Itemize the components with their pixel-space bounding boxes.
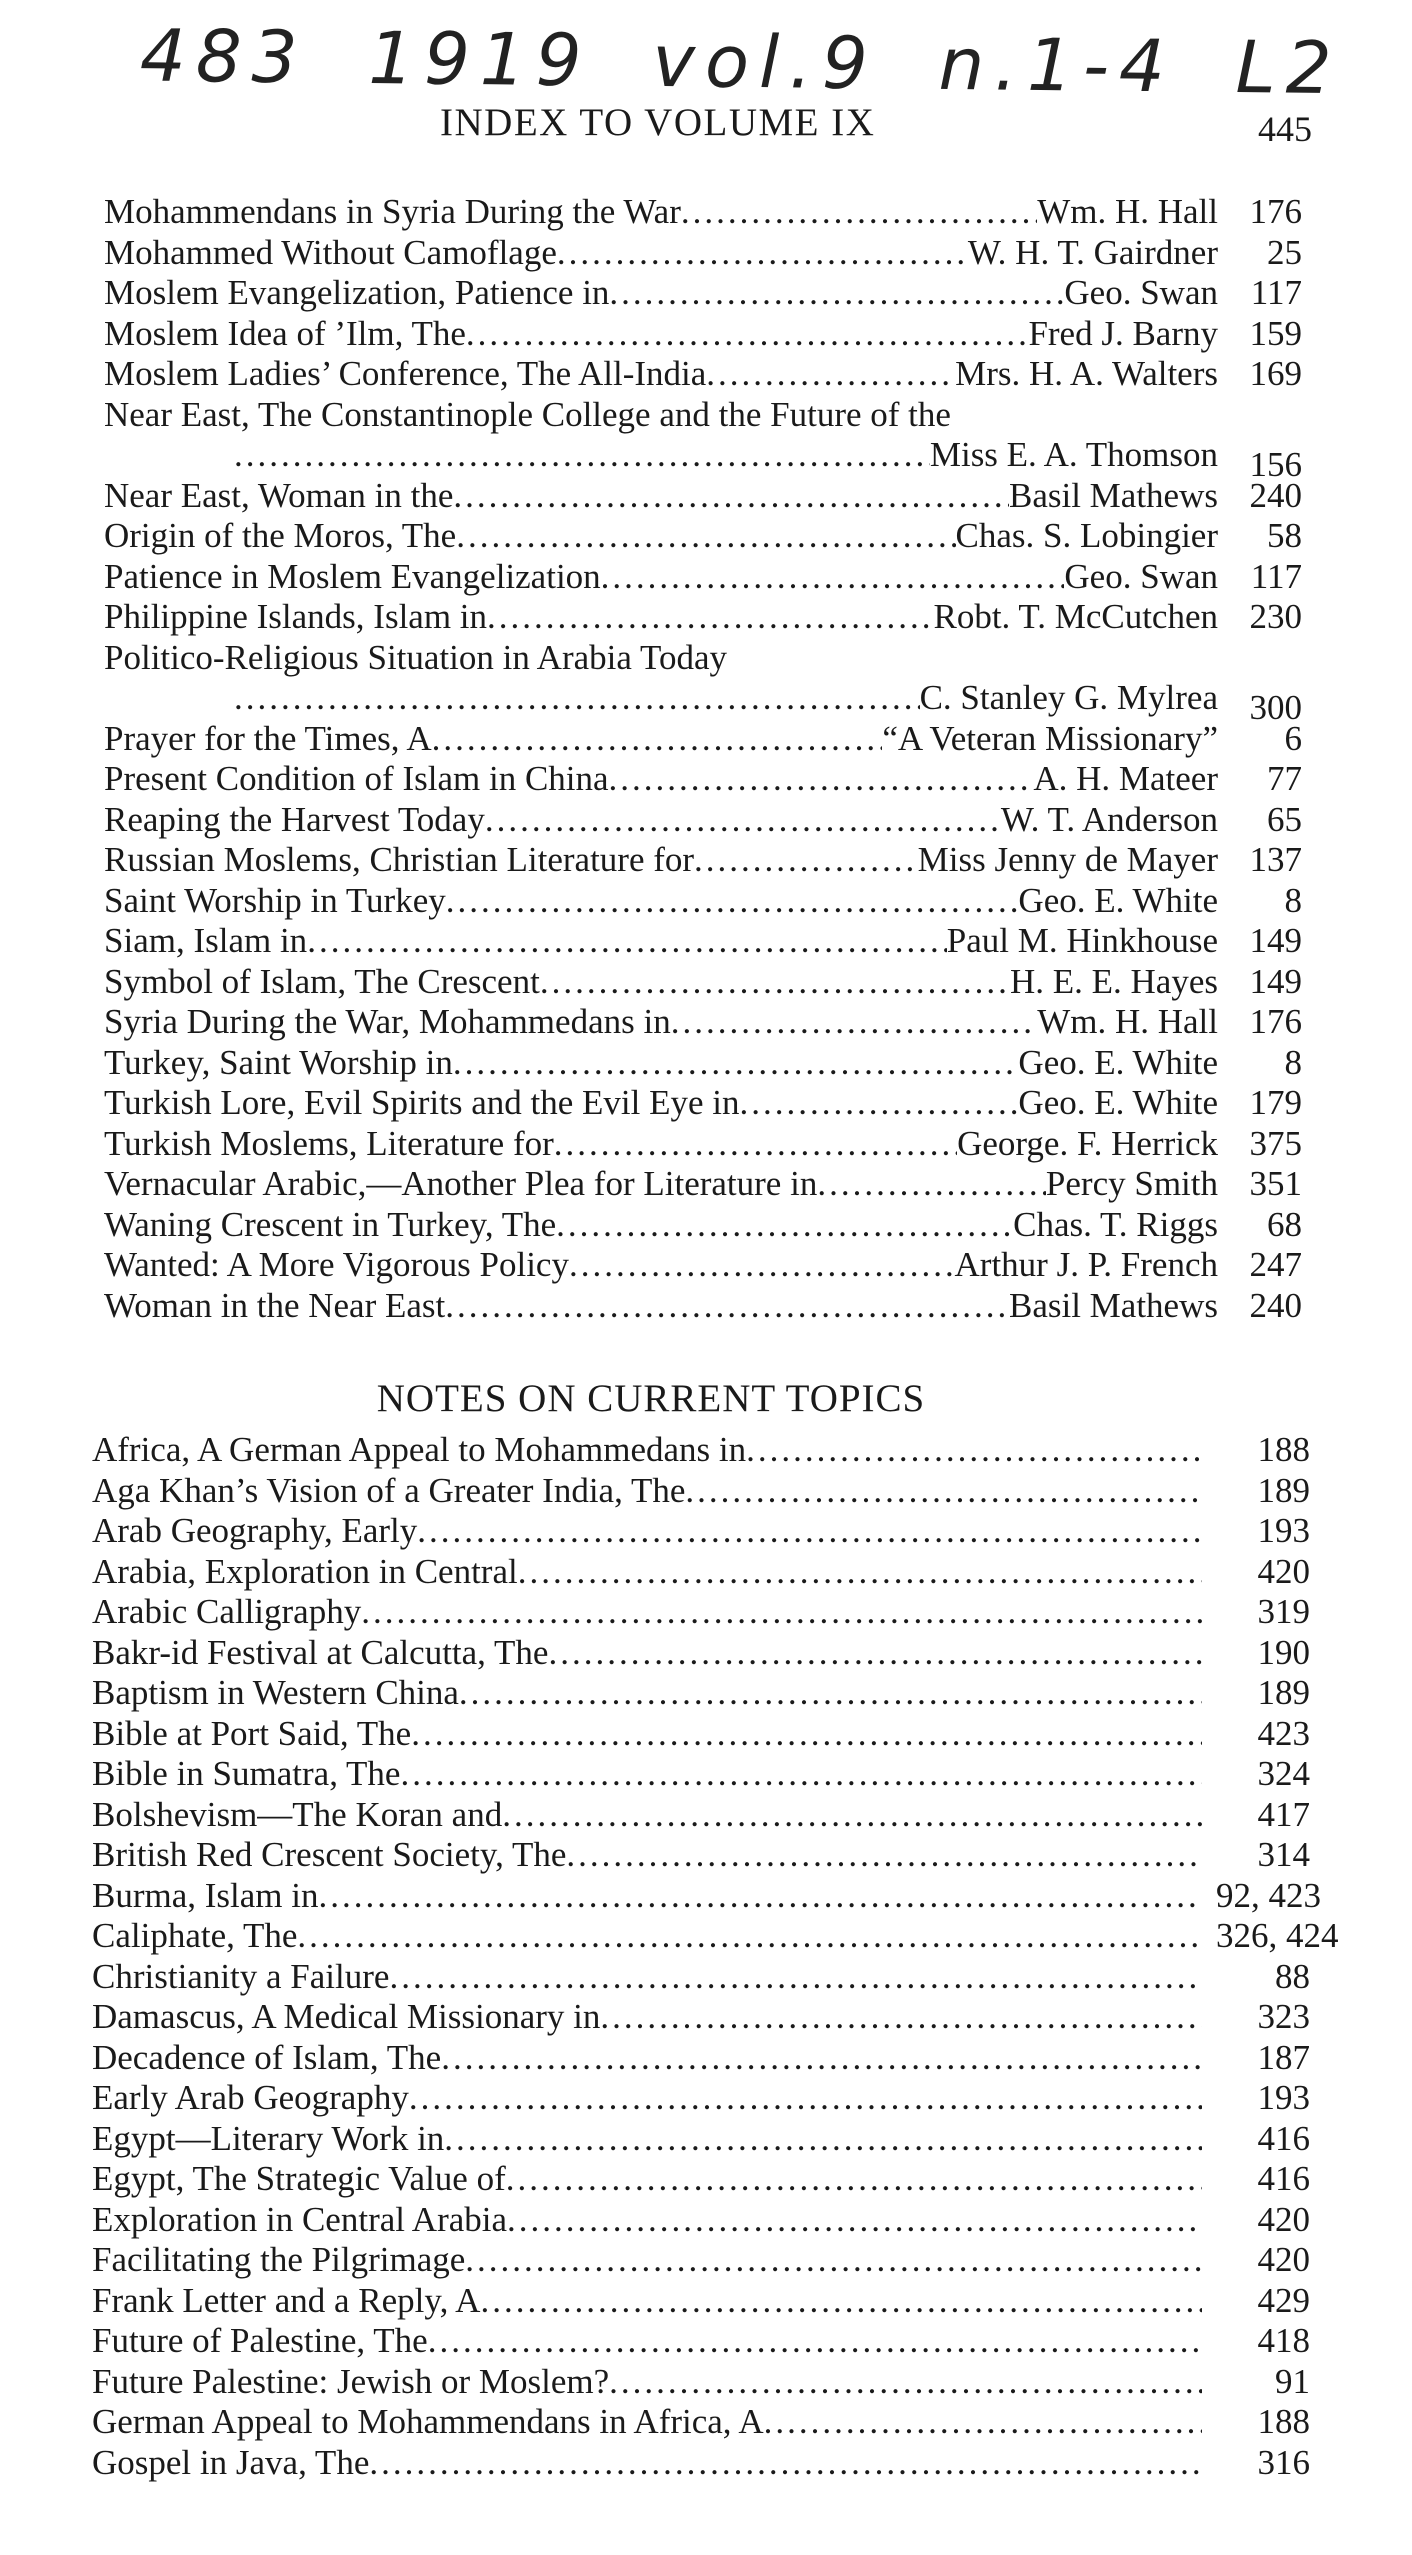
entry-title: Philippine Islands, Islam in xyxy=(104,597,488,636)
entry-page: 193 xyxy=(1257,1511,1310,1550)
entry-page: 188 xyxy=(1257,1430,1310,1469)
index-entry xyxy=(104,597,1320,638)
entry-title: Symbol of Islam, The Crescent xyxy=(104,961,540,1001)
entry-title: Bible at Port Said, The xyxy=(92,1713,412,1753)
dot-leader xyxy=(764,2402,1202,2443)
entry-page: 420 xyxy=(1257,2240,1310,2279)
entry-title: Future Palestine: Jewish or Moslem? xyxy=(92,2361,610,2401)
dot-leader xyxy=(409,2078,1202,2119)
entry-title: Reaping the Harvest Today xyxy=(104,799,485,839)
dot-leader xyxy=(706,354,955,395)
entry-page: 6 xyxy=(1284,718,1302,758)
dot-leader xyxy=(234,678,920,719)
entry-author: W. T. Anderson xyxy=(1000,799,1218,839)
dot-leader xyxy=(548,1633,1202,1674)
dot-leader xyxy=(307,921,947,962)
dot-leader xyxy=(389,1957,1202,1998)
dot-leader xyxy=(566,1835,1202,1876)
notes-section-heading: NOTES ON CURRENT TOPICS xyxy=(376,1377,926,1420)
index-entry xyxy=(92,1633,1310,1674)
entry-page: 423 xyxy=(1257,1713,1310,1753)
entry-title: Turkish Lore, Evil Spirits and the Evil Eye in xyxy=(104,1083,740,1122)
entry-author: C. Stanley G. Mylrea xyxy=(919,678,1218,717)
entry-title: Baptism in Western China xyxy=(92,1673,459,1712)
entry-title: Caliphate, The xyxy=(92,1916,298,1955)
entry-title: Egypt—Literary Work in xyxy=(92,2118,445,2158)
index-entry xyxy=(104,516,1320,557)
entry-title: Russian Moslems, Christian Literature for xyxy=(104,840,695,879)
index-entry xyxy=(92,2321,1310,2362)
dot-leader xyxy=(319,1876,1203,1917)
index-entry xyxy=(92,1957,1310,1998)
dot-leader xyxy=(441,2038,1202,2079)
entry-title: Arabic Calligraphy xyxy=(92,1592,362,1631)
entry-title: Exploration in Central Arabia xyxy=(92,2199,508,2239)
entry-title: Gospel in Java, The xyxy=(92,2442,370,2482)
entry-title: Moslem Evangelization, Patience in xyxy=(104,273,610,312)
entry-title: Origin of the Moros, The xyxy=(104,516,457,555)
index-entry xyxy=(104,1124,1320,1165)
entry-title: British Red Crescent Society, The xyxy=(92,1835,567,1874)
index-entry xyxy=(104,1043,1320,1084)
index-entry xyxy=(92,1875,1321,1917)
dot-leader xyxy=(453,476,1009,517)
entry-title: Africa, A German Appeal to Mohammedans in xyxy=(92,1430,747,1469)
dot-leader xyxy=(417,1511,1202,1552)
entry-author: A. H. Mateer xyxy=(1033,759,1218,798)
entry-title: Patience in Moslem Evangelization xyxy=(104,556,601,596)
dot-leader xyxy=(540,962,1010,1003)
dot-leader xyxy=(557,233,968,274)
entry-page: 58 xyxy=(1267,516,1302,555)
entry-page: 176 xyxy=(1249,1002,1302,1041)
index-entry xyxy=(92,2240,1310,2281)
dot-leader xyxy=(411,1714,1202,1755)
entry-author: Miss Jenny de Mayer xyxy=(917,840,1218,879)
entry-author: W. H. T. Gairdner xyxy=(967,232,1218,272)
entry-title: Waning Crescent in Turkey, The xyxy=(104,1204,557,1244)
dot-leader xyxy=(487,597,933,638)
index-entry xyxy=(92,1673,1310,1714)
index-entry xyxy=(92,2443,1310,2484)
entry-page: 188 xyxy=(1257,2402,1310,2441)
dot-leader xyxy=(681,192,1037,233)
entry-title: Facilitating the Pilgrimage xyxy=(92,2240,466,2279)
entry-page: 137 xyxy=(1249,840,1302,879)
index-entry xyxy=(104,233,1320,274)
index-entry xyxy=(104,1002,1320,1043)
dot-leader xyxy=(234,435,930,476)
entry-page: 176 xyxy=(1249,192,1302,231)
dot-leader xyxy=(369,2443,1202,2484)
entry-title: Turkey, Saint Worship in xyxy=(104,1042,453,1082)
entry-page: 429 xyxy=(1257,2280,1310,2320)
entry-title: German Appeal to Mohammendans in Africa, A xyxy=(92,2402,764,2441)
dot-leader xyxy=(951,395,1218,436)
index-entry xyxy=(92,1916,1339,1957)
entry-author: “A Veteran Missionary” xyxy=(882,718,1218,758)
dot-leader xyxy=(432,719,883,760)
index-entry xyxy=(92,1714,1310,1755)
entry-author: Geo. E. White xyxy=(1018,1083,1218,1122)
dot-leader xyxy=(297,1916,1202,1957)
index-entry xyxy=(92,2078,1310,2119)
notes-index-list xyxy=(0,1430,1412,2483)
index-entry xyxy=(92,2200,1310,2241)
entry-title: Bolshevism—The Koran and xyxy=(92,1794,503,1834)
index-entry xyxy=(104,1245,1320,1286)
entry-page: 187 xyxy=(1257,2037,1310,2077)
index-entry xyxy=(104,840,1320,881)
entry-author: Fred J. Barny xyxy=(1028,313,1218,353)
entry-author: Chas. S. Lobingier xyxy=(955,516,1218,555)
entry-page: 149 xyxy=(1249,921,1302,960)
entry-author: Arthur J. P. French xyxy=(954,1245,1218,1284)
dot-leader xyxy=(480,2281,1202,2322)
entry-title: Moslem Idea of ’Ilm, The xyxy=(104,313,466,353)
dot-leader xyxy=(502,1795,1202,1836)
dot-leader xyxy=(556,1205,1013,1246)
entry-author: Geo. Swan xyxy=(1064,556,1218,596)
entry-page: 149 xyxy=(1249,961,1302,1001)
dot-leader xyxy=(507,2200,1202,2241)
entry-page: 326, 424 xyxy=(1216,1916,1339,1955)
dot-leader xyxy=(506,2159,1202,2200)
dot-leader xyxy=(600,1997,1202,2038)
entry-page: 247 xyxy=(1249,1245,1302,1284)
entry-page: 91 xyxy=(1275,2361,1310,2401)
index-entry xyxy=(104,476,1320,517)
entry-page: 77 xyxy=(1267,759,1302,798)
entry-author: Wm. H. Hall xyxy=(1037,192,1218,231)
dot-leader xyxy=(609,2362,1202,2403)
entry-author: George. F. Herrick xyxy=(957,1123,1218,1163)
index-entry xyxy=(104,192,1320,233)
dot-leader xyxy=(609,273,1064,314)
entry-page: 156 xyxy=(1249,444,1302,484)
dot-leader xyxy=(459,1673,1202,1714)
entry-page: 351 xyxy=(1249,1164,1302,1203)
entry-title: Present Condition of Islam in China xyxy=(104,759,609,798)
index-entry xyxy=(92,1511,1310,1552)
entry-author: Robt. T. McCutchen xyxy=(933,597,1218,636)
index-entry xyxy=(92,1795,1310,1836)
entry-page: 117 xyxy=(1250,273,1302,312)
index-entry xyxy=(104,962,1320,1003)
entry-page: 68 xyxy=(1267,1204,1302,1244)
entry-page: 117 xyxy=(1250,556,1302,596)
index-entry xyxy=(104,557,1320,598)
dot-leader xyxy=(446,881,1019,922)
dot-leader xyxy=(465,2240,1202,2281)
entry-page: 88 xyxy=(1275,1956,1310,1996)
entry-title: Vernacular Arabic,—Another Plea for Literature in xyxy=(104,1164,818,1203)
dot-leader xyxy=(671,1002,1038,1043)
entry-author: Miss E. A. Thomson xyxy=(929,435,1218,474)
entry-page: 230 xyxy=(1249,597,1302,636)
entry-page: 189 xyxy=(1257,1673,1310,1712)
index-entry xyxy=(104,921,1320,962)
entry-title: Prayer for the Times, A xyxy=(104,718,432,758)
index-entry xyxy=(92,1592,1310,1633)
entry-title: Arabia, Exploration in Central xyxy=(92,1551,518,1591)
entry-title: Near East, The Constantinople College and the Future of the xyxy=(104,394,951,434)
running-head xyxy=(0,100,1412,160)
entry-page: 240 xyxy=(1249,1285,1302,1325)
entry-author: Paul M. Hinkhouse xyxy=(946,921,1218,960)
entry-title: Mohammendans in Syria During the War xyxy=(104,192,681,231)
entry-title: Turkish Moslems, Literature for xyxy=(104,1123,554,1163)
index-entry xyxy=(92,2281,1310,2322)
entry-author: Wm. H. Hall xyxy=(1037,1002,1218,1041)
dot-leader xyxy=(739,1083,1018,1124)
dot-leader xyxy=(569,1245,955,1286)
entry-author: H. E. E. Hayes xyxy=(1009,961,1218,1001)
entry-page: 169 xyxy=(1249,354,1302,393)
entry-page: 240 xyxy=(1249,475,1302,515)
dot-leader xyxy=(453,1043,1019,1084)
index-entry xyxy=(92,1552,1310,1593)
entry-author: Geo. E. White xyxy=(1018,880,1218,920)
entry-page: 319 xyxy=(1257,1592,1310,1631)
dot-leader xyxy=(400,1754,1202,1795)
entry-title: Mohammed Without Camoflage xyxy=(104,232,557,272)
dot-leader xyxy=(361,1592,1202,1633)
index-entry xyxy=(92,1997,1310,2038)
index-entry xyxy=(104,395,1320,436)
entry-title: Burma, Islam in xyxy=(92,1875,319,1915)
entry-title: Politico-Religious Situation in Arabia Today xyxy=(104,637,727,677)
entry-page: 300 xyxy=(1249,687,1302,727)
index-entry xyxy=(104,881,1320,922)
dot-leader xyxy=(456,516,955,557)
index-entry xyxy=(92,2119,1310,2160)
entry-page: 189 xyxy=(1257,1470,1310,1510)
entry-page: 92, 423 xyxy=(1216,1875,1321,1915)
dot-leader xyxy=(817,1164,1046,1205)
index-entry xyxy=(104,1164,1320,1205)
entry-title: Early Arab Geography xyxy=(92,2078,409,2117)
dot-leader xyxy=(694,840,918,881)
entry-author: Basil Mathews xyxy=(1008,1285,1218,1325)
entry-title: Bible in Sumatra, The xyxy=(92,1754,401,1793)
index-entry xyxy=(104,354,1320,395)
entry-title: Decadence of Islam, The xyxy=(92,2037,442,2077)
page-number: 445 xyxy=(1258,109,1312,149)
index-entry xyxy=(104,1286,1320,1327)
index-entry xyxy=(104,273,1320,314)
dot-leader xyxy=(746,1430,1202,1471)
index-entry xyxy=(92,1754,1310,1795)
index-entry xyxy=(104,638,1320,679)
entry-page: 417 xyxy=(1257,1794,1310,1834)
index-entry xyxy=(104,759,1320,800)
entry-page: 316 xyxy=(1257,2442,1310,2482)
entry-title: Future of Palestine, The xyxy=(92,2321,428,2360)
dot-leader xyxy=(554,1124,957,1165)
index-entry xyxy=(104,1083,1320,1124)
dot-leader xyxy=(518,1552,1202,1593)
dot-leader xyxy=(601,557,1065,598)
entry-author: Chas. T. Riggs xyxy=(1013,1204,1218,1244)
entry-title: Moslem Ladies’ Conference, The All-India xyxy=(104,354,707,393)
dot-leader xyxy=(428,2321,1202,2362)
index-entry xyxy=(92,2159,1310,2200)
entry-page: 314 xyxy=(1257,1835,1310,1874)
index-entry xyxy=(104,1205,1320,1246)
entry-page: 416 xyxy=(1257,2159,1310,2198)
index-entry xyxy=(92,1471,1310,1512)
entry-page: 193 xyxy=(1257,2078,1310,2117)
article-index-list xyxy=(0,192,1412,1326)
entry-author: Geo. E. White xyxy=(1018,1042,1218,1082)
entry-author: Geo. Swan xyxy=(1064,273,1218,312)
entry-page: 418 xyxy=(1257,2321,1310,2360)
entry-title: Damascus, A Medical Missionary in xyxy=(92,1997,601,2036)
entry-page: 420 xyxy=(1257,1551,1310,1591)
entry-title: Arab Geography, Early xyxy=(92,1511,418,1550)
entry-page: 323 xyxy=(1257,1997,1310,2036)
entry-title: Siam, Islam in xyxy=(104,921,308,960)
index-entry xyxy=(104,719,1320,760)
entry-title: Egypt, The Strategic Value of xyxy=(92,2159,506,2198)
entry-page: 375 xyxy=(1249,1123,1302,1163)
dot-leader xyxy=(609,759,1034,800)
entry-page: 420 xyxy=(1257,2199,1310,2239)
index-entry xyxy=(92,2402,1310,2443)
entry-page: 25 xyxy=(1267,232,1302,272)
dot-leader xyxy=(727,638,1218,679)
index-entry xyxy=(104,800,1320,841)
entry-page: 159 xyxy=(1249,313,1302,353)
entry-author: Mrs. H. A. Walters xyxy=(955,354,1218,393)
entry-title: Wanted: A More Vigorous Policy xyxy=(104,1245,569,1284)
entry-title: Bakr-id Festival at Calcutta, The xyxy=(92,1632,549,1672)
index-entry xyxy=(92,2362,1310,2403)
dot-leader xyxy=(445,1286,1009,1327)
index-entry xyxy=(92,1835,1310,1876)
handwritten-call-number: 483 1919 vol.9 n.1-4 L2 xyxy=(139,13,1343,111)
page-title: INDEX TO VOLUME IX xyxy=(440,101,876,144)
entry-page: 416 xyxy=(1257,2118,1310,2158)
index-entry xyxy=(92,2038,1310,2079)
entry-title: Near East, Woman in the xyxy=(104,475,454,515)
entry-page: 8 xyxy=(1284,880,1302,920)
entry-author: Percy Smith xyxy=(1045,1164,1218,1203)
index-entry xyxy=(104,314,1320,355)
entry-title: Christianity a Failure xyxy=(92,1956,390,1996)
entry-title: Syria During the War, Mohammedans in xyxy=(104,1002,671,1041)
entry-title: Saint Worship in Turkey xyxy=(104,880,446,920)
entry-title: Frank Letter and a Reply, A xyxy=(92,2280,481,2320)
entry-page: 190 xyxy=(1257,1632,1310,1672)
dot-leader xyxy=(444,2119,1202,2160)
dot-leader xyxy=(466,314,1029,355)
entry-page: 65 xyxy=(1267,799,1302,839)
dot-leader xyxy=(485,800,1001,841)
entry-title: Aga Khan’s Vision of a Greater India, The xyxy=(92,1470,686,1510)
index-entry xyxy=(92,1430,1310,1471)
entry-page: 324 xyxy=(1257,1754,1310,1793)
dot-leader xyxy=(685,1471,1202,1512)
index-entry xyxy=(104,678,1412,727)
entry-page: 179 xyxy=(1249,1083,1302,1122)
entry-page: 8 xyxy=(1284,1042,1302,1082)
index-entry xyxy=(104,435,1412,484)
entry-author: Basil Mathews xyxy=(1008,475,1218,515)
entry-title: Woman in the Near East xyxy=(104,1285,446,1325)
